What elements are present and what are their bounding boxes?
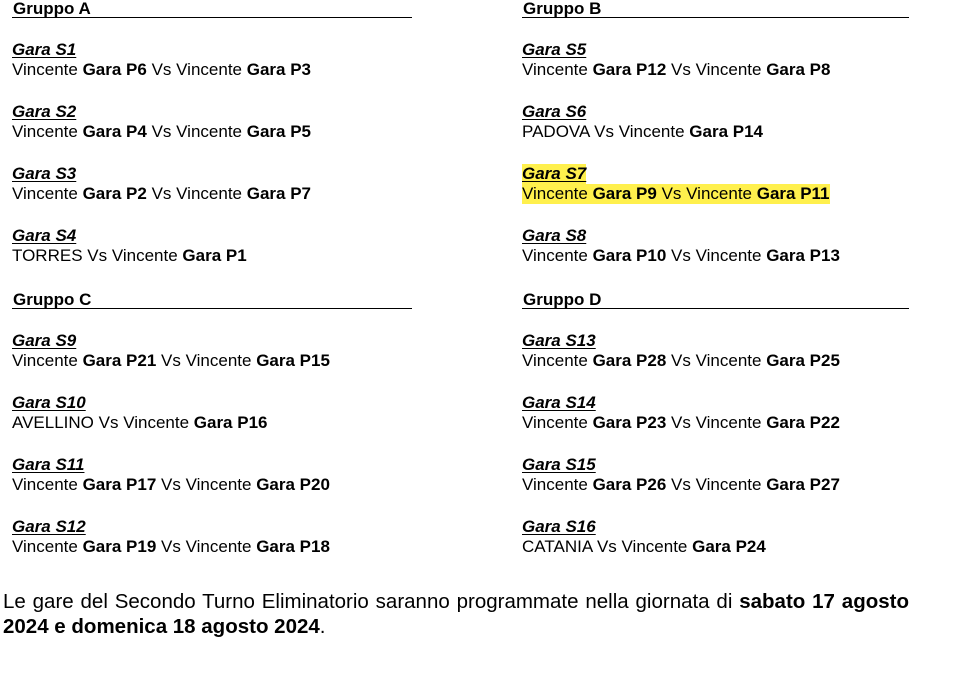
highlighted-line <box>522 184 830 204</box>
away-prefix: Vincente <box>176 60 247 79</box>
match-title: Gara S10 <box>12 393 86 412</box>
match-line <box>522 413 909 433</box>
group-c <box>12 291 412 579</box>
home-prefix: TORRES <box>12 246 83 265</box>
match-s2 <box>12 102 412 164</box>
away-bold: Gara P11 <box>756 184 830 203</box>
away-prefix: Vincente <box>695 475 767 494</box>
match-s1 <box>12 40 412 102</box>
home-bold: Gara P23 <box>592 413 667 432</box>
home-bold: Gara P28 <box>592 351 667 370</box>
away-bold: Gara P8 <box>766 60 831 79</box>
group-c-matches <box>12 309 412 579</box>
vs-text: Vs <box>589 122 619 141</box>
home-bold: Gara P6 <box>82 60 147 79</box>
home-bold: Gara P21 <box>82 351 157 370</box>
vs-text: Vs <box>666 413 696 432</box>
match-title: Gara S6 <box>522 102 587 121</box>
away-prefix: Vincente <box>695 60 767 79</box>
vs-text: Vs <box>656 184 687 203</box>
away-prefix: Vincente <box>185 351 257 370</box>
match-line <box>12 351 412 371</box>
match-title: Gara S11 <box>12 455 85 474</box>
match-line <box>522 184 909 204</box>
match-line <box>522 122 909 142</box>
away-prefix: Vincente <box>621 537 693 556</box>
home-bold: Gara P12 <box>592 60 667 79</box>
away-prefix: Vincente <box>686 184 757 203</box>
home-bold: Gara P26 <box>592 475 667 494</box>
away-prefix: Vincente <box>111 246 183 265</box>
match-title: Gara S2 <box>12 102 77 121</box>
match-s8 <box>522 226 909 288</box>
away-bold: Gara P5 <box>246 122 311 141</box>
group-d <box>522 291 909 579</box>
home-bold: Gara P19 <box>82 537 157 556</box>
match-s4 <box>12 226 412 288</box>
group-d-matches <box>522 309 909 579</box>
away-bold: Gara P13 <box>766 246 840 265</box>
home-prefix: Vincente <box>12 351 83 370</box>
group-b-header: Gruppo B <box>522 0 909 18</box>
schedule-note-start: Le gare del Secondo Turno Eliminatorio saranno programmate nella giornata di <box>3 590 740 613</box>
away-bold: Gara P1 <box>182 246 247 265</box>
vs-text: Vs <box>666 60 696 79</box>
match-line <box>12 475 412 495</box>
home-prefix: Vincente <box>522 413 593 432</box>
away-bold: Gara P25 <box>766 351 840 370</box>
match-s14 <box>522 393 909 455</box>
match-s15 <box>522 455 909 517</box>
match-line <box>522 475 909 495</box>
home-bold: Gara P4 <box>82 122 147 141</box>
match-title: Gara S3 <box>12 164 77 183</box>
vs-text: Vs <box>146 60 177 79</box>
away-prefix: Vincente <box>176 122 247 141</box>
match-line <box>12 413 412 433</box>
away-bold: Gara P20 <box>256 475 330 494</box>
home-prefix: Vincente <box>12 122 83 141</box>
vs-text: Vs <box>666 475 696 494</box>
match-s9 <box>12 331 412 393</box>
match-s12 <box>12 517 412 579</box>
vs-text: Vs <box>146 122 177 141</box>
home-prefix: Vincente <box>522 475 593 494</box>
match-line <box>12 184 412 204</box>
home-prefix: Vincente <box>12 60 83 79</box>
schedule-note-end: . <box>319 615 326 638</box>
group-d-header: Gruppo D <box>522 291 909 309</box>
match-line <box>522 246 909 266</box>
match-s3 <box>12 164 412 226</box>
away-prefix: Vincente <box>123 413 194 432</box>
match-title: Gara S15 <box>522 455 596 474</box>
away-bold: Gara P16 <box>193 413 268 432</box>
home-bold: Gara P2 <box>82 184 147 203</box>
away-bold: Gara P24 <box>692 537 766 556</box>
away-prefix: Vincente <box>695 246 767 265</box>
schedule-note <box>3 589 909 639</box>
away-prefix: Vincente <box>695 413 767 432</box>
match-line <box>12 60 412 80</box>
home-bold: Gara P9 <box>592 184 657 203</box>
away-bold: Gara P22 <box>766 413 840 432</box>
match-s5 <box>522 40 909 102</box>
vs-text: Vs <box>666 351 696 370</box>
home-prefix: Vincente <box>522 60 593 79</box>
away-prefix: Vincente <box>185 475 257 494</box>
vs-text: Vs <box>93 413 124 432</box>
home-prefix: Vincente <box>12 184 83 203</box>
vs-text: Vs <box>592 537 622 556</box>
away-bold: Gara P7 <box>246 184 311 203</box>
match-title: Gara S13 <box>522 331 596 350</box>
away-prefix: Vincente <box>618 122 690 141</box>
vs-text: Vs <box>146 184 177 203</box>
group-b <box>522 0 909 288</box>
home-prefix: AVELLINO <box>12 413 94 432</box>
group-c-header: Gruppo C <box>12 291 412 309</box>
match-s7 <box>522 164 909 226</box>
home-prefix: Vincente <box>12 475 83 494</box>
match-line <box>522 60 909 80</box>
vs-text: Vs <box>156 537 186 556</box>
match-title: Gara S16 <box>522 517 596 536</box>
match-title: Gara S14 <box>522 393 596 412</box>
home-bold: Gara P17 <box>82 475 157 494</box>
away-prefix: Vincente <box>185 537 257 556</box>
match-title: Gara S1 <box>12 40 77 59</box>
match-s10 <box>12 393 412 455</box>
vs-text: Vs <box>82 246 112 265</box>
away-bold: Gara P3 <box>246 60 311 79</box>
away-bold: Gara P14 <box>689 122 764 141</box>
match-s13 <box>522 331 909 393</box>
home-prefix: Vincente <box>12 537 83 556</box>
schedule-dates: sabato 17 agosto 2024 e domenica 18 agosto 2024 <box>3 590 909 638</box>
match-line <box>12 122 412 142</box>
home-prefix: PADOVA <box>522 122 590 141</box>
match-line <box>522 537 909 557</box>
match-s6 <box>522 102 909 164</box>
group-a-header: Gruppo A <box>12 0 412 18</box>
match-line <box>12 246 412 266</box>
home-prefix: Vincente <box>522 351 593 370</box>
away-prefix: Vincente <box>695 351 767 370</box>
match-line <box>522 351 909 371</box>
match-s11 <box>12 455 412 517</box>
away-bold: Gara P18 <box>256 537 330 556</box>
match-title: Gara S9 <box>12 331 77 350</box>
match-title: Gara S8 <box>522 226 587 245</box>
home-prefix: Vincente <box>522 246 593 265</box>
vs-text: Vs <box>156 475 186 494</box>
group-a <box>12 0 412 288</box>
match-line <box>12 537 412 557</box>
vs-text: Vs <box>156 351 186 370</box>
away-bold: Gara P27 <box>766 475 840 494</box>
group-a-matches <box>12 18 412 288</box>
match-s16 <box>522 517 909 579</box>
away-prefix: Vincente <box>176 184 247 203</box>
home-bold: Gara P10 <box>592 246 667 265</box>
match-title: Gara S7 <box>522 164 587 183</box>
away-bold: Gara P15 <box>256 351 330 370</box>
match-title: Gara S12 <box>12 517 86 536</box>
match-title: Gara S5 <box>522 40 587 59</box>
home-prefix: CATANIA <box>522 537 593 556</box>
match-title: Gara S4 <box>12 226 77 245</box>
home-prefix: Vincente <box>522 184 593 203</box>
vs-text: Vs <box>666 246 696 265</box>
group-b-matches <box>522 18 909 288</box>
